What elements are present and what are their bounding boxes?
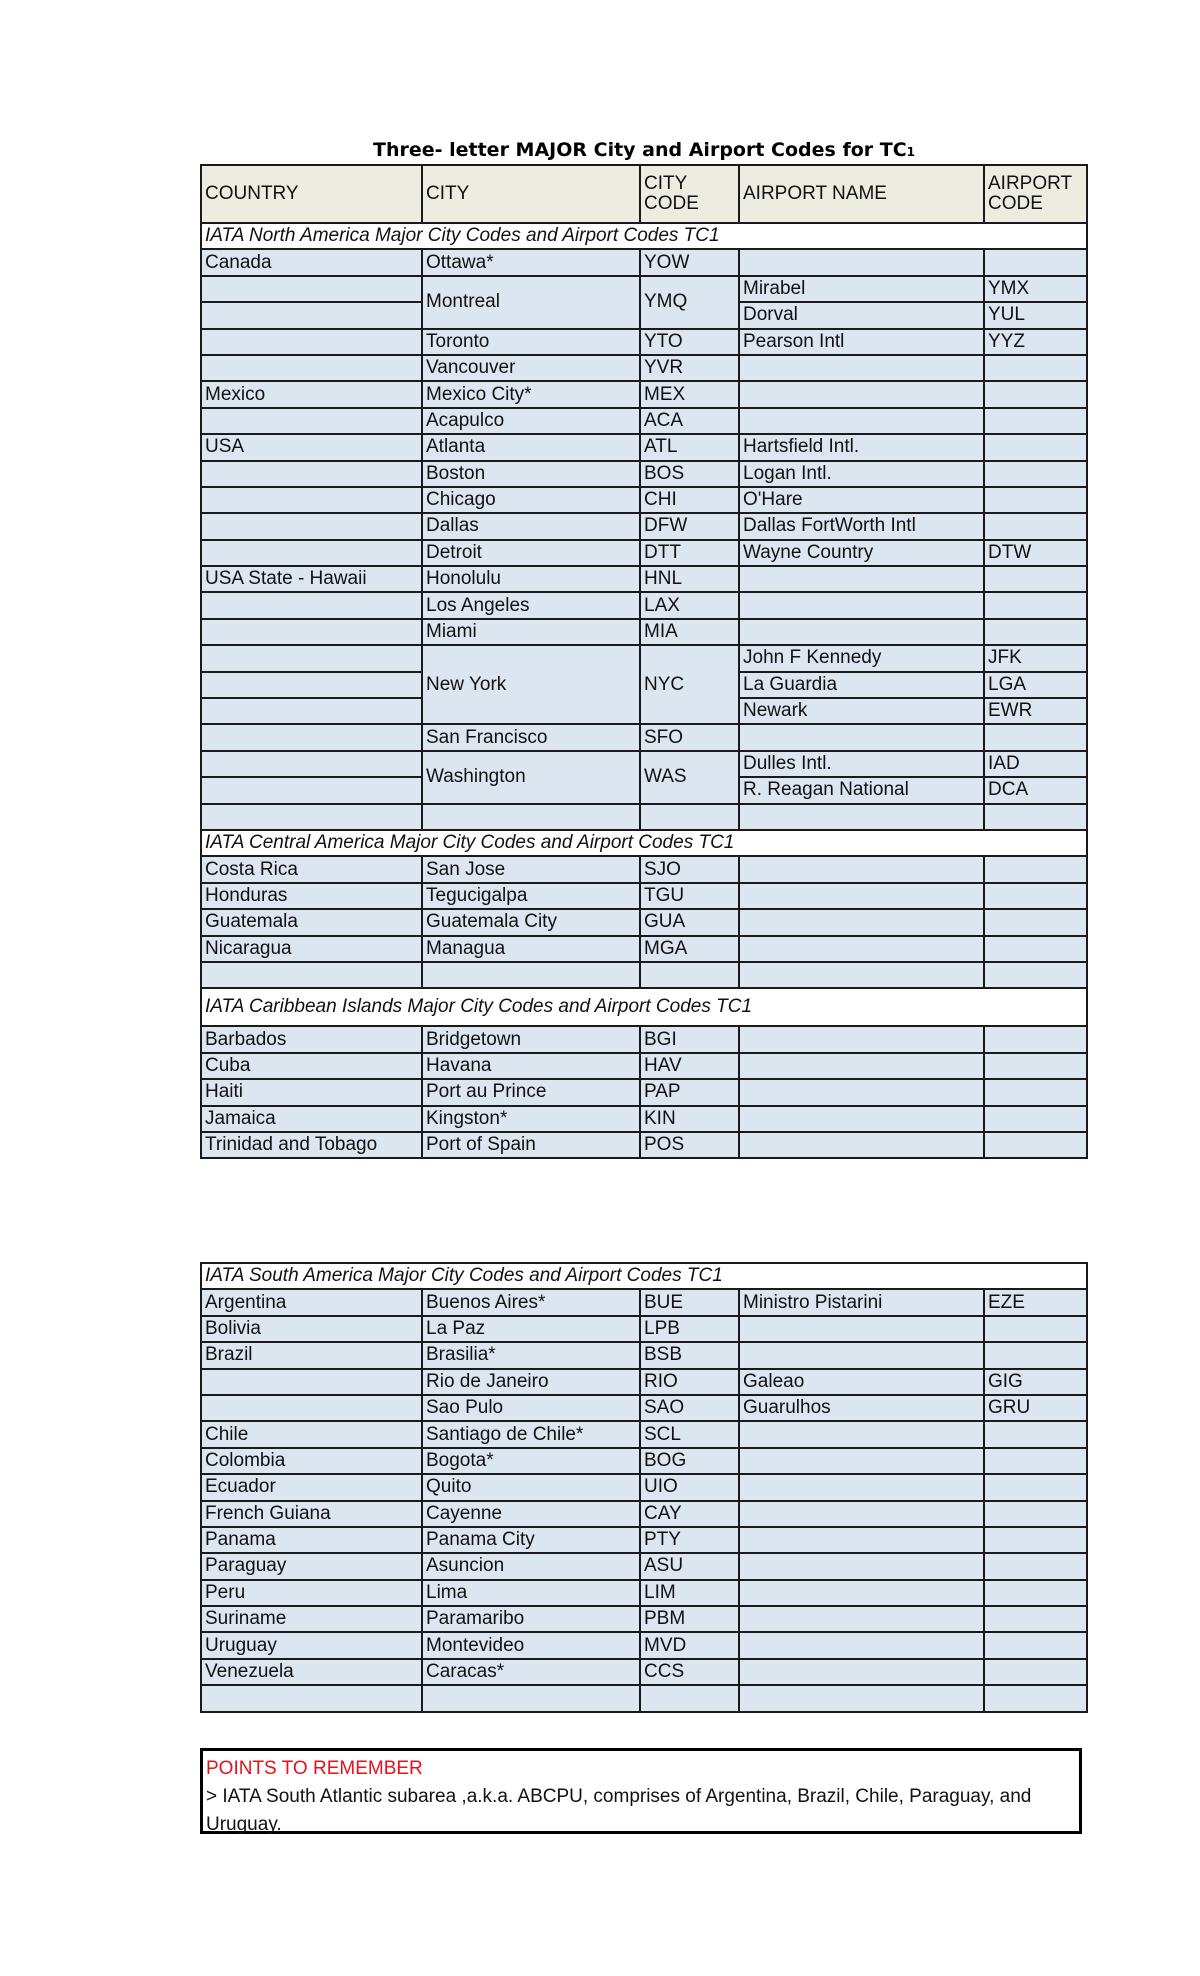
airport-code-cell [984,381,1087,407]
table-row [201,645,1087,671]
codes-table-south [200,1262,1088,1713]
country-cell [201,804,422,830]
table-row [201,1553,1087,1579]
country-cell [201,724,422,750]
country-cell [201,302,422,328]
airport-name-cell [739,408,984,434]
city-code-cell: SFO [640,724,739,750]
city-code-cell: TGU [640,883,739,909]
airport-name-cell [739,1448,984,1474]
city-code-cell: LPB [640,1316,739,1342]
airport-name-cell: Pearson Intl [739,329,984,355]
city-cell: Acapulco [422,408,640,434]
city-cell: Guatemala City [422,909,640,935]
table-row [201,1421,1087,1447]
airport-name-cell [739,1132,984,1158]
airport-code-cell [984,1553,1087,1579]
city-cell: Kingston* [422,1106,640,1132]
city-code-cell: YMQ [640,276,739,329]
header-row [201,165,1087,223]
section-header-row [201,223,1087,249]
airport-code-cell [984,883,1087,909]
city-code-cell: ATL [640,434,739,460]
city-code-cell: YOW [640,249,739,275]
airport-name-cell [739,619,984,645]
airport-code-cell [984,1448,1087,1474]
city-cell: Panama City [422,1527,640,1553]
country-cell: Suriname [201,1606,422,1632]
city-cell: Dallas [422,513,640,539]
country-cell: USA State - Hawaii [201,566,422,592]
country-cell [201,1369,422,1395]
airport-code-cell: GIG [984,1369,1087,1395]
city-code-cell: DTT [640,540,739,566]
airport-code-cell [984,434,1087,460]
section-header-row [201,988,1087,1026]
city-code-cell: SAO [640,1395,739,1421]
country-cell [201,329,422,355]
airport-code-cell: LGA [984,672,1087,698]
city-code-cell: WAS [640,751,739,804]
header-country: COUNTRY [201,165,422,223]
country-cell [201,751,422,777]
city-code-cell: SCL [640,1421,739,1447]
table-row [201,1053,1087,1079]
airport-name-cell: Mirabel [739,276,984,302]
airport-name-cell [739,883,984,909]
table-row [201,355,1087,381]
airport-name-cell: Dulles Intl. [739,751,984,777]
airport-name-cell [739,1501,984,1527]
country-cell: Venezuela [201,1659,422,1685]
city-code-cell: YVR [640,355,739,381]
city-cell: San Francisco [422,724,640,750]
city-cell: Santiago de Chile* [422,1421,640,1447]
city-code-cell: BGI [640,1026,739,1052]
airport-name-cell [739,1580,984,1606]
city-cell: Cayenne [422,1501,640,1527]
airport-code-cell [984,249,1087,275]
city-cell [422,962,640,988]
city-cell: Los Angeles [422,592,640,618]
page-title [200,136,1088,164]
airport-name-cell [739,724,984,750]
city-code-cell: LAX [640,592,739,618]
city-cell: La Paz [422,1316,640,1342]
airport-name-cell: La Guardia [739,672,984,698]
city-cell: Chicago [422,487,640,513]
airport-code-cell [984,1053,1087,1079]
country-cell: Nicaragua [201,936,422,962]
country-cell: Haiti [201,1079,422,1105]
country-cell: French Guiana [201,1501,422,1527]
country-cell [201,645,422,671]
city-code-cell: BOG [640,1448,739,1474]
table-row [201,1369,1087,1395]
country-cell: Panama [201,1527,422,1553]
title-suffix: 1 [906,145,916,159]
country-cell: Barbados [201,1026,422,1052]
country-cell [201,672,422,698]
country-cell: Colombia [201,1448,422,1474]
table-row [201,381,1087,407]
city-cell: Havana [422,1053,640,1079]
city-code-cell: ASU [640,1553,739,1579]
airport-name-cell: Guarulhos [739,1395,984,1421]
airport-code-cell [984,1342,1087,1368]
table-row [201,566,1087,592]
airport-code-cell [984,724,1087,750]
table-row [201,276,1087,302]
city-cell: Washington [422,751,640,804]
city-cell: Bogota* [422,1448,640,1474]
city-cell: Paramaribo [422,1606,640,1632]
airport-code-cell: DTW [984,540,1087,566]
airport-name-cell [739,1421,984,1447]
country-cell [201,592,422,618]
airport-name-cell [739,962,984,988]
city-code-cell: BOS [640,461,739,487]
airport-code-cell [984,1421,1087,1447]
airport-name-cell [739,1685,984,1711]
airport-code-cell [984,592,1087,618]
airport-name-cell: Galeao [739,1369,984,1395]
city-code-cell: DFW [640,513,739,539]
airport-code-cell: IAD [984,751,1087,777]
airport-code-cell [984,487,1087,513]
city-cell: Montreal [422,276,640,329]
table-row [201,249,1087,275]
table-row [201,434,1087,460]
airport-name-cell: Newark [739,698,984,724]
airport-code-cell [984,408,1087,434]
airport-name-cell [739,249,984,275]
table-row [201,592,1087,618]
airport-name-cell [739,1553,984,1579]
airport-name-cell [739,1527,984,1553]
airport-code-cell [984,1659,1087,1685]
airport-code-cell [984,1316,1087,1342]
header-airport-code: AIRPORT CODE [984,165,1087,223]
airport-name-cell: Dorval [739,302,984,328]
table-row [201,909,1087,935]
city-code-cell: RIO [640,1369,739,1395]
city-code-cell [640,962,739,988]
airport-name-cell [739,909,984,935]
airport-code-cell [984,856,1087,882]
airport-name-cell [739,936,984,962]
country-cell [201,777,422,803]
airport-code-cell [984,1474,1087,1500]
city-cell: New York [422,645,640,724]
city-code-cell: UIO [640,1474,739,1500]
airport-name-cell: John F Kennedy [739,645,984,671]
city-code-cell: BUE [640,1289,739,1315]
country-cell: Brazil [201,1342,422,1368]
header-airport-name: AIRPORT NAME [739,165,984,223]
country-cell: Mexico [201,381,422,407]
table-row [201,461,1087,487]
city-cell: Caracas* [422,1659,640,1685]
airport-name-cell: Hartsfield Intl. [739,434,984,460]
table-row [201,724,1087,750]
city-cell: Quito [422,1474,640,1500]
table-row [201,1580,1087,1606]
city-cell: Brasilia* [422,1342,640,1368]
airport-code-cell: EZE [984,1289,1087,1315]
city-cell: Honolulu [422,566,640,592]
city-cell: Miami [422,619,640,645]
city-cell: Sao Pulo [422,1395,640,1421]
table-row [201,1316,1087,1342]
airport-code-cell: YUL [984,302,1087,328]
country-cell: Bolivia [201,1316,422,1342]
header-city-code: CITY CODE [640,165,739,223]
airport-code-cell [984,936,1087,962]
airport-code-cell [984,355,1087,381]
table-row [201,1474,1087,1500]
airport-code-cell [984,566,1087,592]
airport-name-cell [739,1632,984,1658]
airport-code-cell [984,909,1087,935]
country-cell: Argentina [201,1289,422,1315]
section-header-row [201,830,1087,856]
table-row [201,540,1087,566]
city-code-cell: ACA [640,408,739,434]
table-row [201,804,1087,830]
table-row [201,936,1087,962]
city-cell: Managua [422,936,640,962]
airport-code-cell [984,1026,1087,1052]
country-cell: Chile [201,1421,422,1447]
city-code-cell: PAP [640,1079,739,1105]
airport-code-cell [984,962,1087,988]
country-cell [201,355,422,381]
table-row [201,408,1087,434]
table-row [201,1606,1087,1632]
points-to-remember-text: > IATA South Atlantic subarea ,a.k.a. ABCPU, comprises of Argentina, Brazil, Chile, Paraguay, and Uruguay. [206,1786,1032,1835]
city-code-cell: HAV [640,1053,739,1079]
codes-table-north [200,164,1088,1159]
country-cell [201,408,422,434]
table-row [201,1132,1087,1158]
city-code-cell: KIN [640,1106,739,1132]
city-cell: Bridgetown [422,1026,640,1052]
city-cell: Buenos Aires* [422,1289,640,1315]
airport-name-cell [739,1474,984,1500]
airport-code-cell [984,1685,1087,1711]
city-code-cell: PTY [640,1527,739,1553]
table-row [201,856,1087,882]
airport-name-cell [739,1053,984,1079]
section-title: IATA Central America Major City Codes and Airport Codes TC1 [201,830,1087,856]
table-row [201,1342,1087,1368]
airport-code-cell [984,513,1087,539]
table-row [201,1289,1087,1315]
city-cell: Detroit [422,540,640,566]
airport-name-cell [739,381,984,407]
airport-code-cell: YMX [984,276,1087,302]
country-cell [201,1395,422,1421]
airport-name-cell [739,1079,984,1105]
table-row [201,1632,1087,1658]
city-code-cell [640,1685,739,1711]
table-row [201,1527,1087,1553]
airport-name-cell [739,1659,984,1685]
city-cell: Asuncion [422,1553,640,1579]
country-cell: Paraguay [201,1553,422,1579]
airport-name-cell [739,1342,984,1368]
airport-name-cell: Ministro Pistarini [739,1289,984,1315]
airport-code-cell [984,1079,1087,1105]
airport-code-cell: JFK [984,645,1087,671]
city-code-cell: SJO [640,856,739,882]
section-header-row [201,1263,1087,1289]
airport-name-cell [739,355,984,381]
country-cell: Costa Rica [201,856,422,882]
table-row [201,329,1087,355]
city-cell: Rio de Janeiro [422,1369,640,1395]
table-row [201,1659,1087,1685]
airport-code-cell [984,804,1087,830]
city-cell: Atlanta [422,434,640,460]
city-code-cell: MGA [640,936,739,962]
airport-name-cell [739,856,984,882]
country-cell: Cuba [201,1053,422,1079]
airport-code-cell [984,1106,1087,1132]
country-cell: Guatemala [201,909,422,935]
airport-code-cell: YYZ [984,329,1087,355]
country-cell [201,540,422,566]
city-cell: Tegucigalpa [422,883,640,909]
airport-name-cell: Logan Intl. [739,461,984,487]
airport-name-cell: Wayne Country [739,540,984,566]
city-code-cell: MIA [640,619,739,645]
city-cell: Port of Spain [422,1132,640,1158]
city-code-cell: PBM [640,1606,739,1632]
table-row [201,1106,1087,1132]
country-cell [201,962,422,988]
airport-code-cell [984,1606,1087,1632]
city-code-cell [640,804,739,830]
table-row [201,1079,1087,1105]
country-cell: Uruguay [201,1632,422,1658]
country-cell: Jamaica [201,1106,422,1132]
country-cell [201,1685,422,1711]
country-cell [201,513,422,539]
table-row [201,513,1087,539]
table-row [201,1395,1087,1421]
airport-code-cell [984,1501,1087,1527]
country-cell [201,698,422,724]
country-cell [201,487,422,513]
header-city: CITY [422,165,640,223]
section-title: IATA Caribbean Islands Major City Codes and Airport Codes TC1 [201,988,1087,1026]
airport-code-cell [984,1580,1087,1606]
city-cell [422,1685,640,1711]
table-row [201,1501,1087,1527]
airport-name-cell [739,804,984,830]
airport-name-cell: Dallas FortWorth Intl [739,513,984,539]
section-title: IATA South America Major City Codes and Airport Codes TC1 [201,1263,1087,1289]
table-row [201,1026,1087,1052]
points-to-remember-box [200,1748,1082,1834]
airport-name-cell: O'Hare [739,487,984,513]
airport-code-cell: EWR [984,698,1087,724]
airport-code-cell: GRU [984,1395,1087,1421]
city-cell [422,804,640,830]
airport-code-cell: DCA [984,777,1087,803]
section-title: IATA North America Major City Codes and Airport Codes TC1 [201,223,1087,249]
airport-name-cell [739,566,984,592]
airport-name-cell [739,1026,984,1052]
country-cell: Trinidad and Tobago [201,1132,422,1158]
table-row [201,751,1087,777]
city-cell: Boston [422,461,640,487]
city-cell: Port au Prince [422,1079,640,1105]
country-cell: Peru [201,1580,422,1606]
country-cell: Canada [201,249,422,275]
city-code-cell: LIM [640,1580,739,1606]
city-code-cell: HNL [640,566,739,592]
airport-name-cell [739,1606,984,1632]
table-row [201,1448,1087,1474]
city-code-cell: NYC [640,645,739,724]
city-cell: Vancouver [422,355,640,381]
country-cell [201,461,422,487]
airport-code-cell [984,619,1087,645]
table-row [201,487,1087,513]
city-code-cell: MEX [640,381,739,407]
airport-name-cell [739,592,984,618]
city-code-cell: YTO [640,329,739,355]
airport-name-cell [739,1316,984,1342]
country-cell: Honduras [201,883,422,909]
city-code-cell: MVD [640,1632,739,1658]
country-cell: Ecuador [201,1474,422,1500]
city-code-cell: BSB [640,1342,739,1368]
points-to-remember-title: POINTS TO REMEMBER [206,1758,423,1779]
table-row [201,962,1087,988]
city-code-cell: CCS [640,1659,739,1685]
table-row [201,1685,1087,1711]
city-code-cell: GUA [640,909,739,935]
table-row [201,619,1087,645]
title-text: Three- letter MAJOR City and Airport Codes for TC [372,139,907,161]
city-code-cell: CHI [640,487,739,513]
city-cell: Ottawa* [422,249,640,275]
airport-code-cell [984,1527,1087,1553]
country-cell [201,619,422,645]
airport-code-cell [984,1132,1087,1158]
city-cell: Montevideo [422,1632,640,1658]
city-cell: Mexico City* [422,381,640,407]
country-cell: USA [201,434,422,460]
city-cell: Toronto [422,329,640,355]
airport-name-cell [739,1106,984,1132]
city-code-cell: CAY [640,1501,739,1527]
table-row [201,883,1087,909]
airport-code-cell [984,461,1087,487]
city-cell: Lima [422,1580,640,1606]
airport-name-cell: R. Reagan National [739,777,984,803]
city-cell: San Jose [422,856,640,882]
airport-code-cell [984,1632,1087,1658]
country-cell [201,276,422,302]
city-code-cell: POS [640,1132,739,1158]
